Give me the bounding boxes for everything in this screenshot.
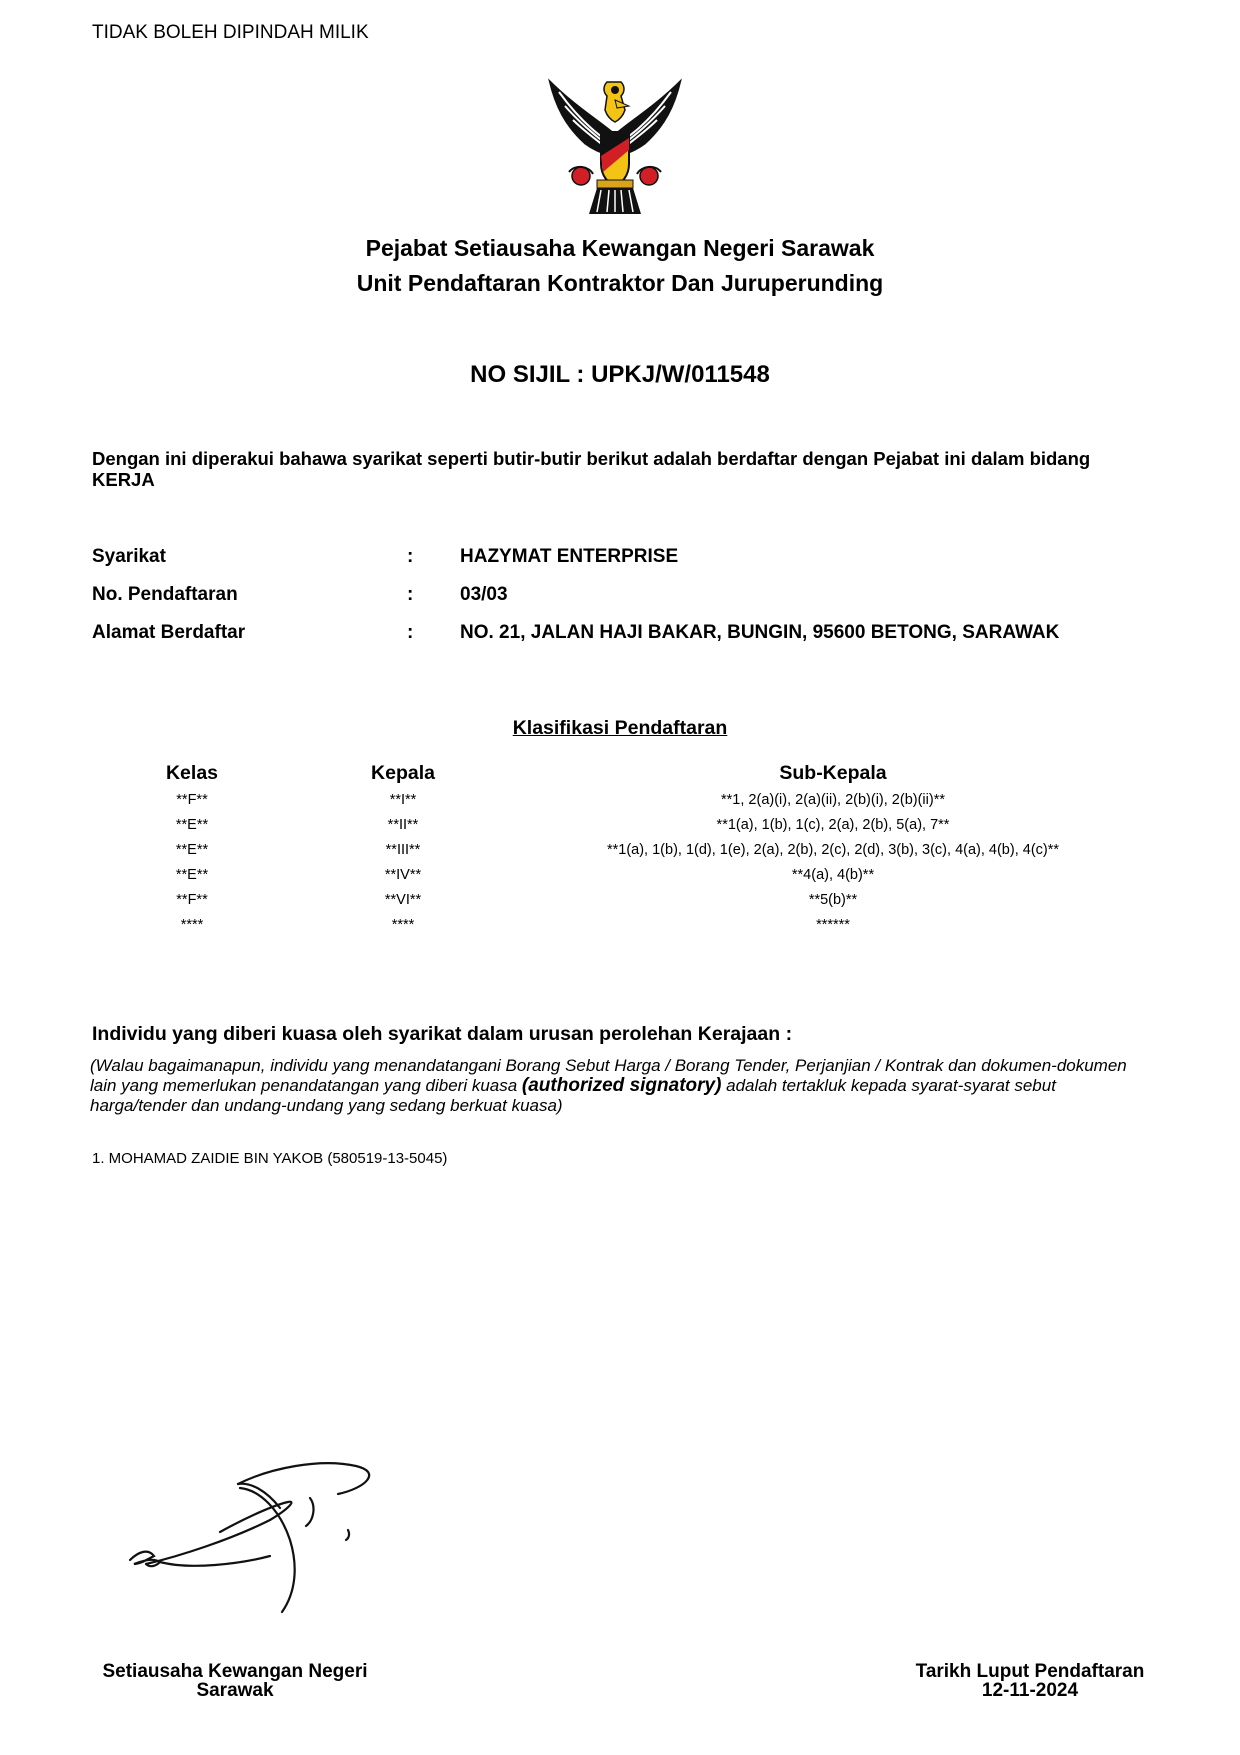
expiry-block	[880, 1662, 1180, 1700]
signing-authority	[70, 1662, 400, 1700]
document-watermark-note: TIDAK BOLEH DIPINDAH MILIK	[92, 22, 369, 43]
address-colon: :	[407, 622, 414, 643]
registration-no-value: 03/03	[460, 584, 508, 605]
company-value: HAZYMAT ENTERPRISE	[460, 546, 679, 567]
expiry-date: 12-11-2024	[981, 1680, 1079, 1701]
table-row	[92, 787, 1152, 812]
sub-kepala-cell: **1(a), 1(b), 1(c), 2(a), 2(b), 5(a), 7**	[716, 816, 950, 833]
sarawak-crest-icon	[545, 76, 685, 220]
unit-name: Unit Pendaftaran Kontraktor Dan Juruperunding	[356, 270, 884, 296]
kepala-cell: **VI**	[384, 891, 422, 908]
office-name: Pejabat Setiausaha Kewangan Negeri Sarawak	[365, 235, 875, 261]
registration-no-label: No. Pendaftaran	[92, 584, 238, 605]
certification-statement: Dengan ini diperakui bahawa syarikat seperti butir-butir berikut adalah berdaftar dengan Pejabat ini dalam bidang KERJA	[92, 448, 1091, 490]
certificate-number: NO SIJIL : UPKJ/W/011548	[470, 361, 770, 388]
table-row	[92, 887, 1152, 912]
signature-icon	[120, 1460, 420, 1630]
kelas-cell: **E**	[175, 816, 209, 833]
table-row	[92, 862, 1152, 887]
sub-kepala-cell: **1, 2(a)(i), 2(a)(ii), 2(b)(i), 2(b)(ii)**	[721, 791, 945, 808]
classification-header-row	[92, 762, 1152, 787]
table-row	[92, 812, 1152, 837]
company-label: Syarikat	[92, 546, 166, 567]
signing-authority-line2: Sarawak	[196, 1680, 274, 1701]
authorized-note-part2: adalah tertakluk kepada syarat-syarat sebut harga/tender dan undang-undang yang sedang berkuat kuasa)	[90, 1076, 1056, 1115]
signing-authority-line1: Setiausaha Kewangan Negeri	[102, 1661, 368, 1682]
address-value: NO. 21, JALAN HAJI BAKAR, BUNGIN, 95600 BETONG, SARAWAK	[460, 622, 1060, 643]
classification-table	[92, 762, 1152, 937]
kelas-cell: ****	[180, 916, 204, 933]
classification-title	[0, 717, 1240, 740]
kelas-cell: **F**	[176, 891, 208, 908]
kepala-cell: **IV**	[384, 866, 422, 883]
header-kelas: Kelas	[165, 762, 219, 784]
header-sub-kepala: Sub-Kepala	[779, 762, 887, 784]
table-row	[92, 837, 1152, 862]
authorized-note	[90, 1056, 1130, 1116]
classification-title-text: Klasifikasi Pendaftaran	[512, 717, 728, 739]
kepala-cell: ****	[391, 916, 415, 933]
address-label: Alamat Berdaftar	[92, 622, 246, 643]
table-row	[92, 912, 1152, 937]
header-kepala: Kepala	[371, 762, 435, 784]
expiry-label: Tarikh Luput Pendaftaran	[915, 1661, 1145, 1682]
sub-kepala-cell: **5(b)**	[808, 891, 858, 908]
kepala-cell: **I**	[389, 791, 417, 808]
authorized-heading: Individu yang diberi kuasa oleh syarikat dalam urusan perolehan Kerajaan :	[92, 1023, 793, 1045]
kepala-cell: **III**	[385, 841, 421, 858]
sub-kepala-cell: **1(a), 1(b), 1(d), 1(e), 2(a), 2(b), 2(c), 2(d), 3(b), 3(c), 4(a), 4(b), 4(c)**	[606, 841, 1060, 858]
kelas-cell: **E**	[175, 866, 209, 883]
registration-no-colon: :	[407, 584, 414, 605]
sub-kepala-cell: **4(a), 4(b)**	[791, 866, 875, 883]
kelas-cell: **E**	[175, 841, 209, 858]
authorized-note-part1: (Walau bagaimanapun, individu yang menandatangani Borang Sebut Harga / Borang Tender, Perjanjian / Kontrak dan dokumen-dokumen lain yang memerlukan penandatangan yang diberi kuasa	[90, 1056, 1127, 1095]
authorized-note-emphasis: (authorized signatory)	[521, 1075, 722, 1096]
sub-kepala-cell: ******	[816, 916, 850, 933]
company-colon: :	[407, 546, 414, 567]
kepala-cell: **II**	[387, 816, 419, 833]
kelas-cell: **F**	[176, 791, 208, 808]
signatory-item: 1. MOHAMAD ZAIDIE BIN YAKOB (580519-13-5045)	[92, 1150, 448, 1167]
